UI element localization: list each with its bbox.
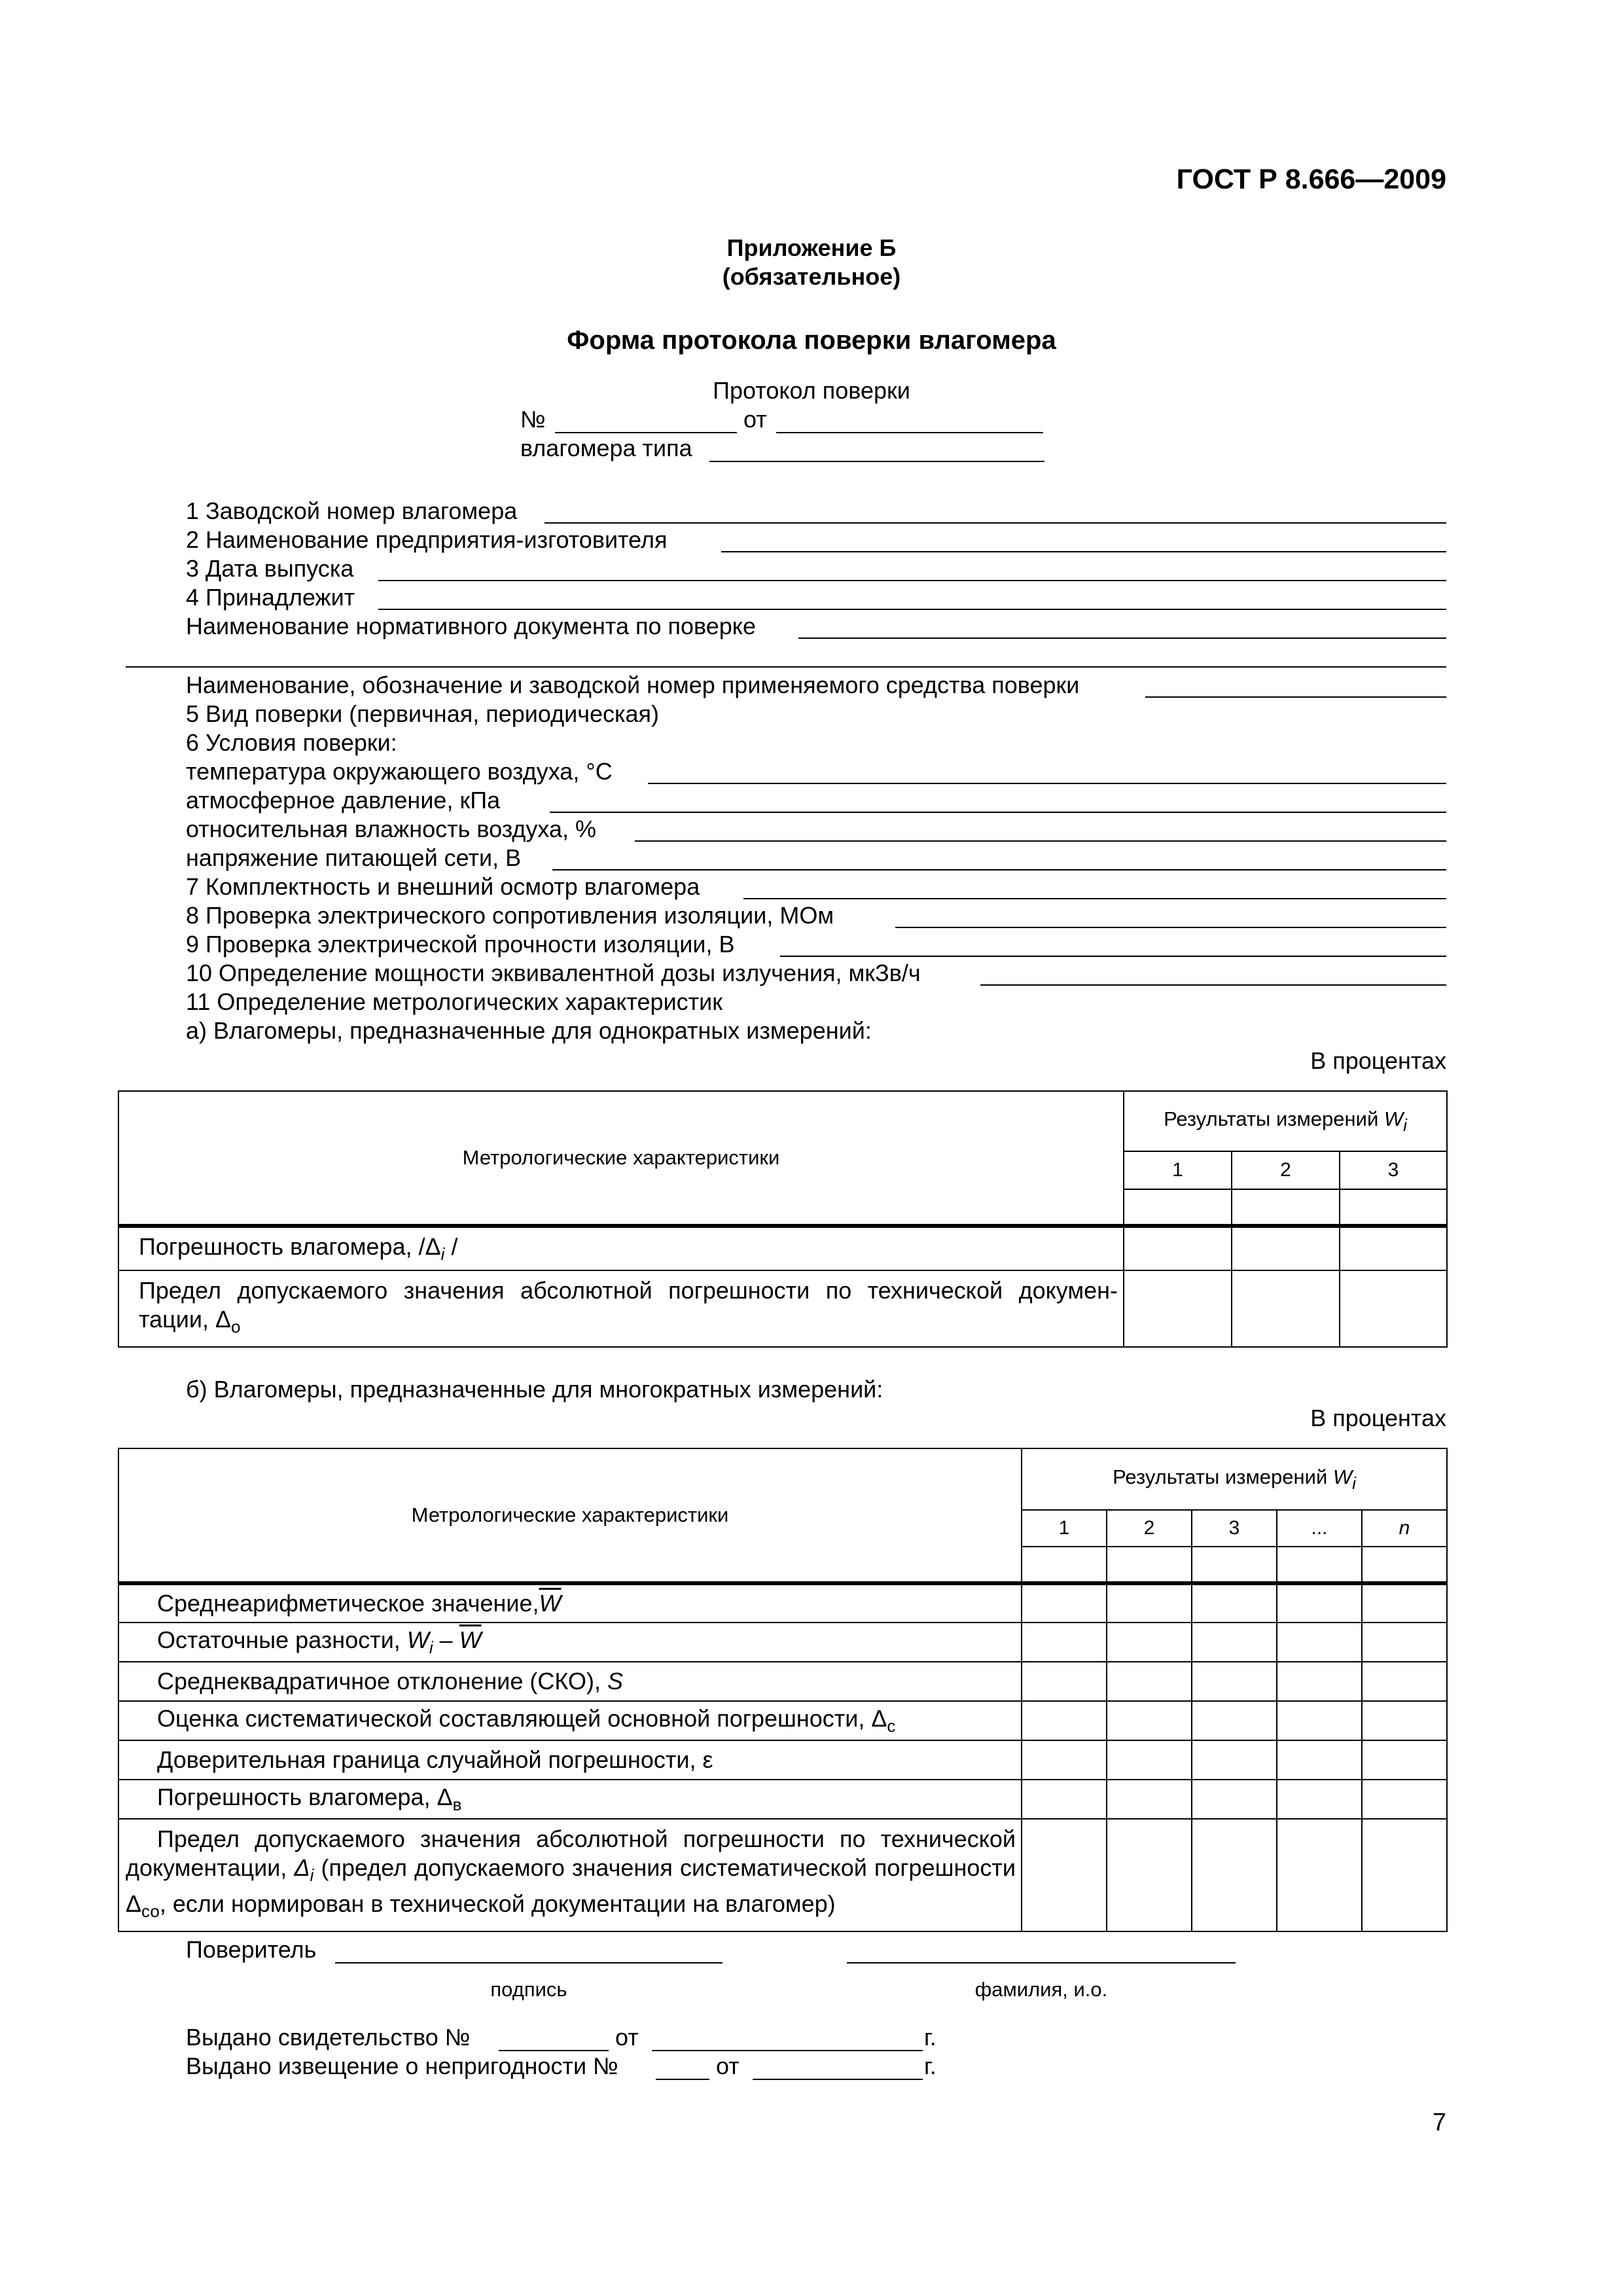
field-line[interactable] <box>378 580 1446 581</box>
field-manufacturer <box>186 526 1446 555</box>
col-header: 2 <box>1232 1151 1340 1189</box>
field-label: 8 Проверка электрического сопротивления изоляции, МОм <box>186 902 834 929</box>
value-cell[interactable] <box>1277 1662 1362 1701</box>
value-cell[interactable] <box>1124 1270 1232 1347</box>
unfit-year-label: г. <box>924 2053 936 2079</box>
name-note: фамилия, и.о. <box>974 1978 1108 2001</box>
field-instrument <box>186 672 1446 700</box>
value-cell[interactable] <box>1022 1662 1107 1701</box>
header-metrological <box>118 1091 1124 1226</box>
row-text: (предел допускаемого значения систематической погрешности Δ <box>126 1854 1016 1917</box>
cond-humidity <box>186 816 1446 844</box>
value-cell[interactable] <box>1192 1819 1277 1931</box>
results-subscript: i <box>1403 1115 1407 1135</box>
value-cell[interactable] <box>1277 1623 1362 1662</box>
value-cell[interactable] <box>1022 1583 1107 1623</box>
signature-note: подпись <box>490 1978 567 2001</box>
value-cell[interactable] <box>1107 1740 1192 1780</box>
row-subscript: в <box>452 1795 462 1814</box>
row-subscript: i <box>429 1638 433 1657</box>
row-label <box>118 1226 1124 1270</box>
signature-field[interactable] <box>335 1962 722 1964</box>
row-symbol: $\overline{W}$ <box>459 1626 482 1653</box>
item-5: 5 Вид поверки (первичная, периодическая) <box>186 700 660 727</box>
value-cell[interactable] <box>1277 1701 1362 1740</box>
field-label: 9 Проверка электрической прочности изоляции, В <box>186 931 735 958</box>
row-text: Погрешность влагомера, Δ <box>157 1784 453 1810</box>
cond-voltage <box>186 844 1446 873</box>
value-cell[interactable] <box>1107 1780 1192 1819</box>
empty-cell[interactable] <box>1232 1189 1340 1226</box>
value-cell[interactable] <box>1107 1623 1192 1662</box>
row-label <box>118 1701 1022 1740</box>
table-row <box>118 1270 1447 1347</box>
field-line[interactable] <box>378 609 1446 610</box>
value-cell[interactable] <box>1192 1780 1277 1819</box>
value-cell[interactable] <box>1362 1819 1447 1931</box>
row-label <box>118 1270 1124 1347</box>
field-label: напряжение питающей сети, В <box>186 844 522 871</box>
header-text: Метрологические характеристики <box>411 1503 729 1526</box>
field-label: 2 Наименование предприятия-изготовителя <box>186 526 668 553</box>
row-label <box>118 1662 1022 1701</box>
row-symbol: Δ <box>294 1854 310 1881</box>
value-cell[interactable] <box>1107 1583 1192 1623</box>
full-width-line[interactable] <box>126 666 1446 668</box>
row-text: Среднеарифметическое значение, <box>157 1590 539 1617</box>
row-text: Оценка систематической составляющей основной погрешности, Δ <box>157 1705 887 1732</box>
field-label: 3 Дата выпуска <box>186 555 354 582</box>
field-label: 10 Определение мощности эквивалентной дозы излучения, мкЗв/ч <box>186 960 921 986</box>
item-9 <box>186 931 1446 960</box>
certificate-date-field[interactable] <box>652 2050 923 2051</box>
value-cell[interactable] <box>1277 1583 1362 1623</box>
unfit-number-field[interactable] <box>656 2079 709 2080</box>
protocol-from-label: от <box>743 406 767 433</box>
row-text: Погрешность влагомера, /Δ <box>139 1233 441 1260</box>
page-number: 7 <box>1432 2109 1446 2136</box>
field-label: атмосферное давление, кПа <box>186 787 501 814</box>
value-cell[interactable] <box>1362 1740 1447 1780</box>
row-label <box>118 1819 1022 1931</box>
col-header: 1 <box>1022 1510 1107 1547</box>
value-cell[interactable] <box>1232 1270 1340 1347</box>
value-cell[interactable] <box>1192 1701 1277 1740</box>
value-cell[interactable] <box>1340 1226 1447 1270</box>
field-line[interactable] <box>635 840 1446 842</box>
value-cell[interactable] <box>1107 1819 1192 1931</box>
value-cell[interactable] <box>1362 1662 1447 1701</box>
empty-cell[interactable] <box>1124 1189 1232 1226</box>
row-subscript: с <box>887 1716 896 1736</box>
field-serial-number <box>186 497 1446 526</box>
value-cell[interactable] <box>1362 1583 1447 1623</box>
appendix-title: Приложение Б <box>726 234 897 261</box>
value-cell[interactable] <box>1192 1583 1277 1623</box>
table-multiple-measurements <box>118 1448 1448 1932</box>
value-cell[interactable] <box>1362 1623 1447 1662</box>
protocol-number-field[interactable] <box>555 432 737 433</box>
field-normative-doc <box>186 613 1446 641</box>
field-line[interactable] <box>895 927 1446 928</box>
units-label-b: В процентах <box>1310 1405 1446 1431</box>
row-symbol: W <box>406 1626 429 1653</box>
value-cell[interactable] <box>1192 1662 1277 1701</box>
unfit-notice-label: Выдано извещение о непригодности № <box>186 2053 618 2079</box>
value-cell[interactable] <box>1277 1819 1362 1931</box>
header-results <box>1022 1448 1447 1510</box>
appendix-kind: (обязательное) <box>722 263 901 290</box>
field-line[interactable] <box>544 522 1446 524</box>
row-text: Предел допускаемого значения абсолютной погрешности по технической докумен-тации, Δ <box>139 1277 1118 1333</box>
empty-cell[interactable] <box>1362 1547 1447 1583</box>
col-header: 3 <box>1192 1510 1277 1547</box>
field-line[interactable] <box>550 812 1446 813</box>
standard-number: ГОСТ Р 8.666—2009 <box>1176 164 1446 195</box>
field-label: относительная влажность воздуха, % <box>186 816 597 842</box>
header-text: Результаты измерений <box>1164 1107 1379 1130</box>
empty-cell[interactable] <box>1192 1547 1277 1583</box>
row-text: , если нормирован в технической документации на влагомер) <box>159 1890 836 1917</box>
item-6: 6 Условия поверки: <box>186 729 397 756</box>
row-minus: – <box>433 1626 459 1653</box>
value-cell[interactable] <box>1022 1780 1107 1819</box>
value-cell[interactable] <box>1362 1701 1447 1740</box>
protocol-title: Протокол поверки <box>713 377 910 404</box>
row-symbol: $\overline{W}$ <box>539 1590 562 1617</box>
unfit-from-label: от <box>716 2053 740 2079</box>
certificate-label: Выдано свидетельство № <box>186 2024 471 2051</box>
value-cell[interactable] <box>1232 1226 1340 1270</box>
col-header: 3 <box>1340 1151 1447 1189</box>
value-cell[interactable] <box>1022 1819 1107 1931</box>
table-row <box>118 1819 1447 1931</box>
col-header: n <box>1362 1510 1447 1547</box>
field-line[interactable] <box>980 984 1446 986</box>
empty-cell[interactable] <box>1340 1189 1447 1226</box>
field-label: 1 Заводской номер влагомера <box>186 497 518 524</box>
value-cell[interactable] <box>1362 1780 1447 1819</box>
col-header: 2 <box>1107 1510 1192 1547</box>
field-label: 7 Комплектность и внешний осмотр влагомера <box>186 873 700 900</box>
row-subscript: i <box>440 1244 445 1264</box>
value-cell[interactable] <box>1107 1701 1192 1740</box>
protocol-date-field[interactable] <box>776 432 1043 433</box>
item-10 <box>186 960 1446 988</box>
header-text: Метрологические характеристики <box>462 1146 780 1169</box>
field-line[interactable] <box>798 637 1446 639</box>
value-cell[interactable] <box>1192 1740 1277 1780</box>
header-metrological <box>118 1448 1022 1583</box>
value-cell[interactable] <box>1022 1701 1107 1740</box>
row-subscript: o <box>231 1317 241 1336</box>
value-cell[interactable] <box>1192 1623 1277 1662</box>
row-text: Среднеквадратичное отклонение (СКО), <box>157 1668 601 1695</box>
field-label: температура окружающего воздуха, °С <box>186 758 613 785</box>
table-row <box>118 1740 1447 1780</box>
field-line[interactable] <box>721 551 1446 552</box>
value-cell[interactable] <box>1022 1623 1107 1662</box>
empty-cell[interactable] <box>1022 1547 1107 1583</box>
table-row <box>118 1583 1447 1623</box>
col-header: ... <box>1277 1510 1362 1547</box>
certificate-from-label: от <box>615 2024 639 2051</box>
field-line[interactable] <box>1145 696 1446 698</box>
empty-cell[interactable] <box>1107 1547 1192 1583</box>
results-symbol: W <box>1332 1465 1353 1488</box>
field-line[interactable] <box>648 783 1446 784</box>
row-label <box>118 1780 1022 1819</box>
name-field[interactable] <box>847 1962 1236 1964</box>
form-title: Форма протокола поверки влагомера <box>567 326 1056 355</box>
unfit-date-field[interactable] <box>753 2079 923 2080</box>
verifier-label: Поверитель <box>186 1936 317 1963</box>
empty-cell[interactable] <box>1277 1547 1362 1583</box>
certificate-number-field[interactable] <box>499 2050 609 2051</box>
row-subscript: со <box>141 1901 160 1921</box>
table-row <box>118 1701 1447 1740</box>
protocol-type-label: влагомера типа <box>520 435 692 461</box>
field-label: 4 Принадлежит <box>186 584 355 611</box>
row-label: Доверительная граница случайной погрешности, ε <box>118 1740 1022 1780</box>
field-release-date <box>186 555 1446 584</box>
protocol-number-label: № <box>520 406 546 433</box>
header-results <box>1124 1091 1447 1151</box>
row-text: Остаточные разности, <box>157 1626 401 1653</box>
item-7 <box>186 873 1446 902</box>
value-cell[interactable] <box>1124 1226 1232 1270</box>
header-text: Результаты измерений <box>1113 1465 1328 1488</box>
item-b: б) Влагомеры, предназначенные для многократных измерений: <box>186 1376 883 1403</box>
certificate-year-label: г. <box>924 2024 936 2051</box>
field-line[interactable] <box>780 956 1446 957</box>
units-label-a: В процентах <box>1310 1047 1446 1074</box>
row-symbol: S <box>607 1668 623 1695</box>
table-row <box>118 1780 1447 1819</box>
table-row <box>118 1623 1447 1662</box>
value-cell[interactable] <box>1022 1740 1107 1780</box>
field-owner <box>186 584 1446 613</box>
row-text-end: / <box>444 1233 458 1260</box>
value-cell[interactable] <box>1107 1662 1192 1701</box>
field-line[interactable] <box>743 898 1446 899</box>
cond-pressure <box>186 787 1446 816</box>
value-cell[interactable] <box>1277 1740 1362 1780</box>
results-subscript: i <box>1352 1473 1356 1493</box>
cond-temperature <box>186 758 1446 787</box>
value-cell[interactable] <box>1277 1780 1362 1819</box>
row-label <box>118 1583 1022 1623</box>
field-label: Наименование нормативного документа по поверке <box>186 613 756 639</box>
table-row <box>118 1226 1447 1270</box>
col-header: 1 <box>1124 1151 1232 1189</box>
field-label: Наименование, обозначение и заводской номер применяемого средства поверки <box>186 672 1080 698</box>
row-label <box>118 1623 1022 1662</box>
results-symbol: W <box>1383 1107 1404 1130</box>
table-single-measurements <box>118 1090 1448 1348</box>
item-11: 11 Определение метрологических характеристик <box>186 988 723 1015</box>
field-line[interactable] <box>552 869 1446 870</box>
item-a: а) Влагомеры, предназначенные для однократных измерений: <box>186 1017 872 1044</box>
row-text: Предел допускаемого значения абсолютной погрешности по технической документации, <box>126 1825 1016 1881</box>
value-cell[interactable] <box>1340 1270 1447 1347</box>
item-8 <box>186 902 1446 931</box>
table-row <box>118 1662 1447 1701</box>
protocol-type-field[interactable] <box>709 461 1044 462</box>
row-subscript: i <box>310 1865 314 1885</box>
